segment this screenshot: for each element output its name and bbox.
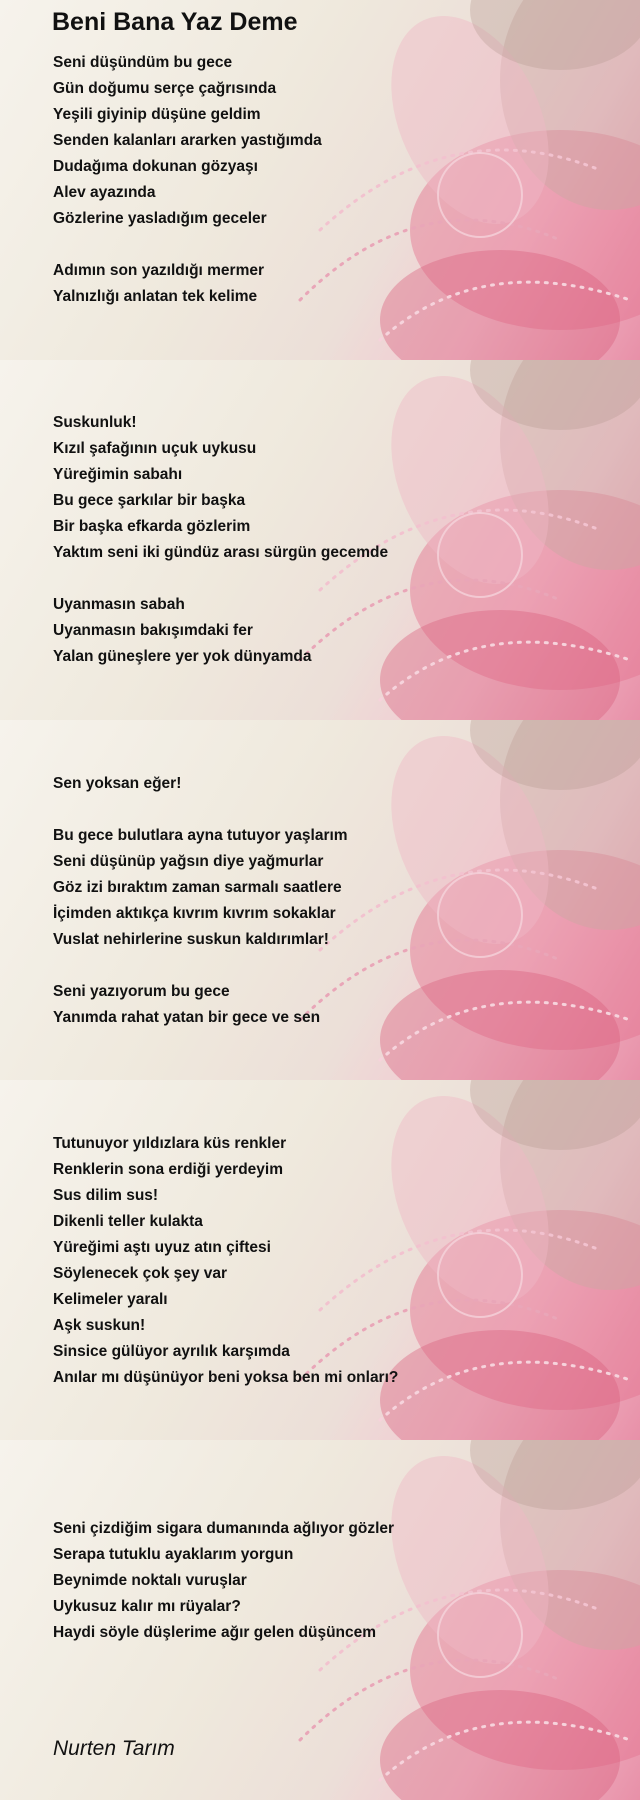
- poem-line: Kızıl şafağının uçuk uykusu: [53, 440, 257, 457]
- poem-line: Söylenecek çok şey var: [53, 1265, 228, 1282]
- stanza-2: [53, 410, 388, 670]
- stanza-3: [53, 771, 348, 1031]
- stanza-break: [53, 953, 348, 979]
- poem-line: Dikenli teller kulakta: [53, 1213, 203, 1230]
- poem-line: Yanımda rahat yatan bir gece ve sen: [53, 1009, 321, 1026]
- poem-line: Yaktım seni iki gündüz arası sürgün gecemde: [53, 544, 389, 561]
- poem-line: Göz izi bıraktım zaman sarmalı saatlere: [53, 879, 342, 896]
- poem-line: Tutunuyor yıldızlara küs renkler: [53, 1135, 287, 1152]
- poem-line: Yeşili giyinip düşüne geldim: [53, 106, 261, 123]
- poem-title: Beni Bana Yaz Deme: [52, 8, 298, 36]
- poem-line: Yüreğimin sabahı: [53, 466, 183, 483]
- poem-line: Yüreğimi aştı uyuz atın çiftesi: [53, 1239, 271, 1256]
- poem-line: Renklerin sona erdiği yerdeyim: [53, 1161, 284, 1178]
- stanza-break: [53, 232, 322, 258]
- poem-author: Nurten Tarım: [53, 1737, 175, 1760]
- poem-line: Yalnızlığı anlatan tek kelime: [53, 288, 258, 305]
- poem-line: Dudağıma dokunan gözyaşı: [53, 158, 258, 175]
- poem-line: Kelimeler yaralı: [53, 1291, 168, 1308]
- poem-line: Uykusuz kalır mı rüyalar?: [53, 1598, 241, 1615]
- poem-line: Seni çizdiğim sigara dumanında ağlıyor gözler: [53, 1520, 395, 1537]
- stanza-1: [53, 50, 322, 310]
- poem-line: Seni yazıyorum bu gece: [53, 983, 230, 1000]
- poem-line: Vuslat nehirlerine suskun kaldırımlar!: [53, 931, 329, 948]
- poem-line: Anılar mı düşünüyor beni yoksa ben mi onları?: [53, 1369, 399, 1386]
- poem-line: Senden kalanları ararken yastığımda: [53, 132, 322, 149]
- poem-line: Gözlerine yasladığım geceler: [53, 210, 267, 227]
- poem-line: Bu gece bulutlara ayna tutuyor yaşlarım: [53, 827, 348, 844]
- poem-line: Serapa tutuklu ayaklarım yorgun: [53, 1546, 294, 1563]
- poem-line: Seni düşündüm bu gece: [53, 54, 233, 71]
- stanza-4: [53, 1131, 398, 1391]
- poem-line: Sus dilim sus!: [53, 1187, 159, 1204]
- poem-line: Adımın son yazıldığı mermer: [53, 262, 265, 279]
- poem-line: Beynimde noktalı vuruşlar: [53, 1572, 247, 1589]
- poem-line: Gün doğumu serçe çağrısında: [53, 80, 277, 97]
- poem-line: Suskunluk!: [53, 414, 137, 431]
- poem-line: Seni düşünüp yağsın diye yağmurlar: [53, 853, 324, 870]
- poem-line: Sinsice gülüyor ayrılık karşımda: [53, 1343, 290, 1360]
- poem-line: Bir başka efkarda gözlerim: [53, 518, 251, 535]
- poem-line: Haydi söyle düşlerime ağır gelen düşüncem: [53, 1624, 377, 1641]
- poem-line: Uyanmasın bakışımdaki fer: [53, 622, 253, 639]
- poem-line: Uyanmasın sabah: [53, 596, 185, 613]
- stanza-break: [53, 566, 388, 592]
- stanza-break: [53, 797, 348, 823]
- poem-line: Bu gece şarkılar bir başka: [53, 492, 246, 509]
- poem-line: Yalan güneşlere yer yok dünyamda: [53, 648, 312, 665]
- poem-line: Sen yoksan eğer!: [53, 775, 182, 792]
- poem-line: İçimden aktıkça kıvrım kıvrım sokaklar: [53, 905, 336, 922]
- stanza-5: [53, 1516, 394, 1646]
- poem-line: Aşk suskun!: [53, 1317, 146, 1334]
- poem-line: Alev ayazında: [53, 184, 156, 201]
